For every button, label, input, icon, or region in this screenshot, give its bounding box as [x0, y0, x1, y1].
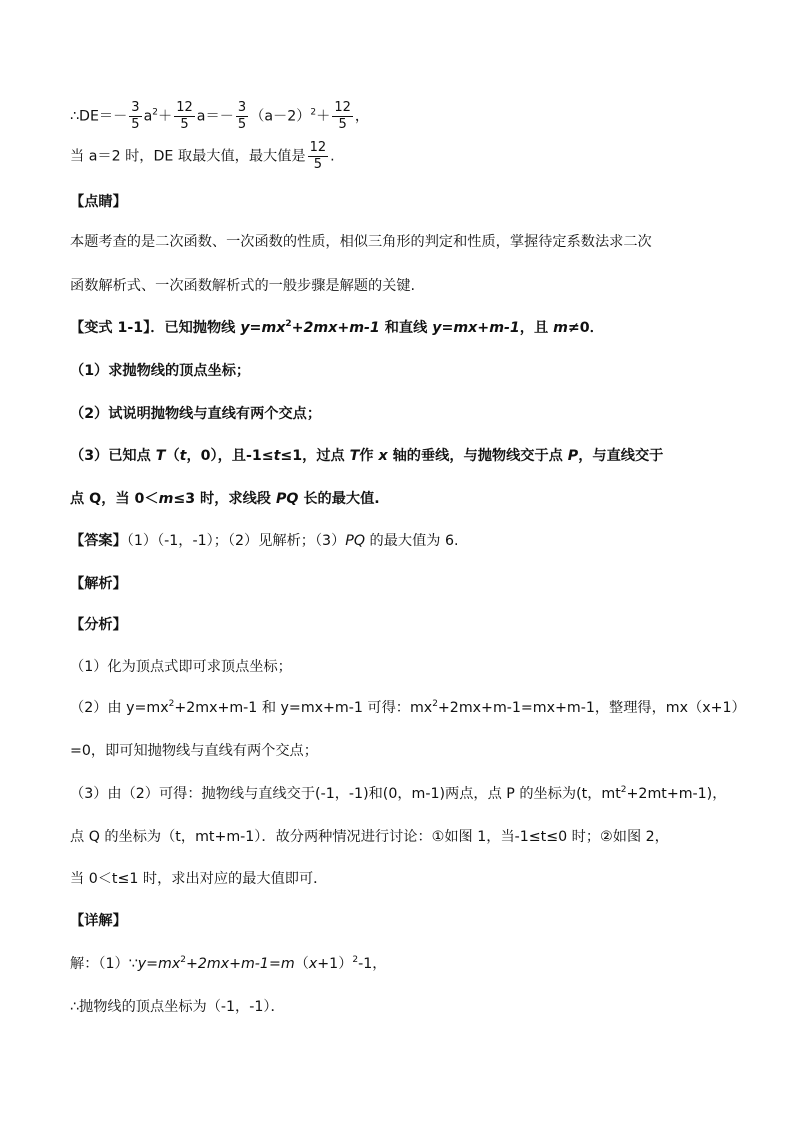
fenxi-heading: 【分析】 [70, 617, 127, 633]
fraction: $\frac{3}{5}$ [131, 100, 140, 132]
analysis-step-3-cont2: 当 0＜t≤1 时，求出对应的最大值即可． [70, 871, 328, 887]
fraction: $\frac{3}{5}$ [237, 100, 247, 132]
analysis-step-3-cont: 点 Q 的坐标为（t，mt+m-1）．故分两种情况进行讨论：①如图 1，当-1≤t≤0 时；②如图 2， [70, 829, 669, 845]
analysis-step-2-cont: =0，即可知抛物线与直线有两个交点； [70, 743, 318, 759]
question-3: （3）已知点 T（t，0），且-1≤t≤1，过点 T作 x 轴的垂线，与抛物线交于点 P，与直线交于 [70, 448, 664, 464]
comment-heading: 【点睛】 [70, 194, 127, 210]
answer-line: 【答案】（1）（-1，-1）；（2）见解析；（3）PQ 的最大值为 6. [70, 533, 459, 549]
therefore-symbol: ∴ [70, 108, 80, 125]
fraction: $\frac{12}{5}$ [334, 100, 351, 132]
fraction: $\frac{12}{5}$ [309, 140, 327, 172]
analysis-heading: 【解析】 [70, 576, 127, 592]
formula-line: ∴DE＝－ $\frac{3}{5}$ $a^2+$ $\frac{12}{5}$ a＝－ $\frac{3}{5}$ $(a-2)^2+$ $\frac{12}{5}$ ， [70, 100, 370, 132]
analysis-step-1: （1）化为顶点式即可求顶点坐标； [70, 659, 292, 675]
variant-question: 【变式 1-1】．已知抛物线 $y=mx^2+2mx+m-1$ 和直线 y=mx+m-1，且 m≠0． [70, 319, 604, 336]
analysis-step-2: （2）由 $y=mx^2+2mx+m-1$ 和 y=mx+m-1 可得：$mx^2+2mx+m-1=mx+m-1$，整理得，mx（x+1） [70, 699, 746, 716]
solution-step-1: 解：$(1)\because y=mx^2+2mx+m-1=m(x+1)^2-1$， [70, 955, 387, 972]
fraction: $\frac{12}{5}$ [176, 100, 193, 132]
analysis-step-3: （3）由（2）可得：抛物线与直线交于(-1，-1)和(0，m-1)两点，点 P 的坐标为(t，$mt^2+2mt+m-1$)， [70, 785, 727, 802]
question-2: （2）试说明抛物线与直线有两个交点； [70, 406, 322, 422]
solution-step-2: ∴抛物线的顶点坐标为（-1，-1）． [70, 999, 285, 1015]
comment-paragraph-cont: 函数解析式、一次函数解析式的一般步骤是解题的关键. [70, 278, 416, 294]
detail-heading: 【详解】 [70, 913, 127, 929]
question-1: （1）求抛物线的顶点坐标； [70, 363, 251, 379]
max-value-line: 当 a＝2 时，DE 取最大值，最大值是 $\frac{12}{5}$ . [70, 140, 335, 172]
question-3-cont: 点 Q，当 0＜m≤3 时，求线段 PQ 长的最大值. [70, 491, 380, 507]
comment-paragraph: 本题考查的是二次函数、一次函数的性质，相似三角形的判定和性质，掌握待定系数法求二次 [70, 234, 652, 250]
